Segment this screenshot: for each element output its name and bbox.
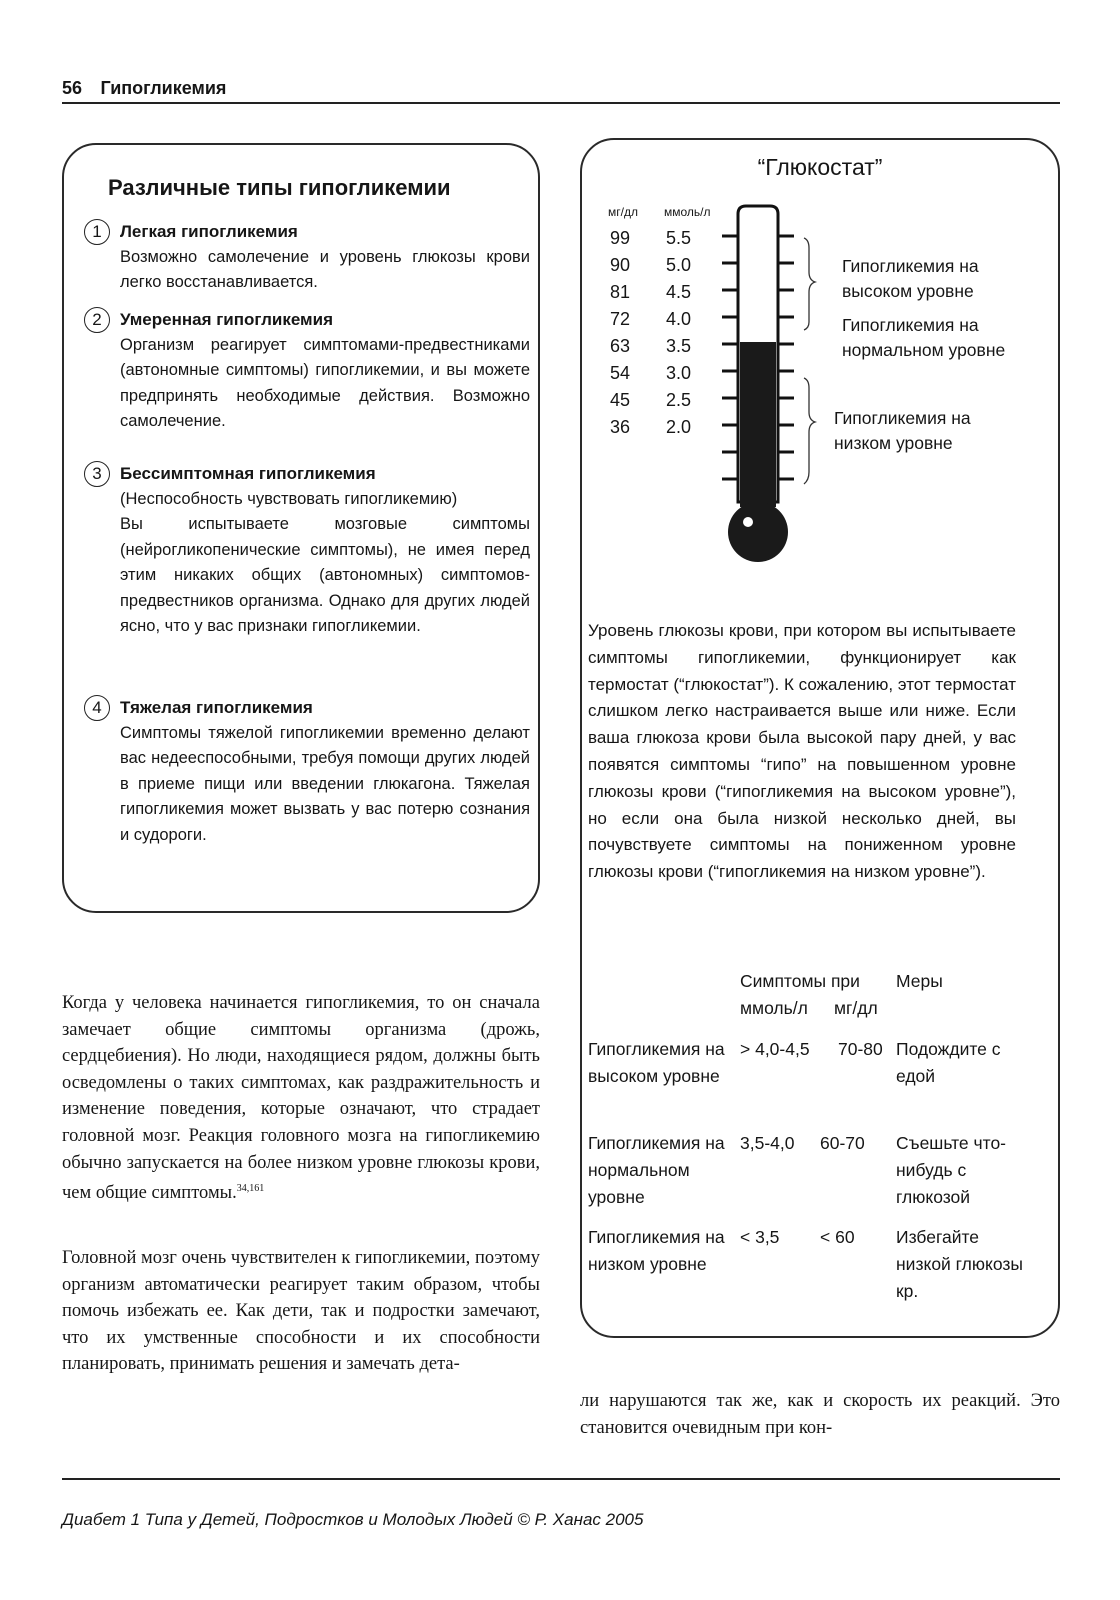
running-title: Гипогликемия xyxy=(100,78,227,98)
scale-mmol: 5.5 xyxy=(666,228,692,248)
scale-mmol: 3.0 xyxy=(666,363,692,383)
scale-mg: 45 xyxy=(610,390,631,410)
table-row-mmol: 3,5-4,0 xyxy=(740,1133,795,1153)
label-normal: Гипогликемия на нормальном уровне xyxy=(842,315,1006,360)
type-text: Организм реагирует симптомами-предвестниками (автономные симптомы) гипогликемии, и вы можете предпринять необходимые действия. Возможно самолечение. xyxy=(120,335,530,430)
body-paragraph-2: Головной мозг очень чувствителен к гипогликемии, поэтому организм автоматически реагирует таким образом, чтобы помочь избежать ее. Как дети, так и подростки замечают, что их умственные способности и их способности планировать, принимать решения и замечать дета- xyxy=(62,1247,540,1375)
table-row-measure: Съешьте что-нибудь с глюкозой xyxy=(896,1133,1007,1207)
type-item-moderate xyxy=(84,307,530,435)
table-row-mmol: > 4,0-4,5 xyxy=(740,1039,810,1059)
page-number: 56 xyxy=(62,78,83,98)
type-text: Симптомы тяжелой гипогликемии временно делают вас недееспособными, требуя помощи других людей в приеме пищи или введении глюкагона. Тяжелая гипогликемия может вызвать у вас потерю сознания и судороги. xyxy=(120,723,530,844)
hypoglycemia-types-box xyxy=(62,143,540,913)
page-header xyxy=(62,78,1060,104)
type-item-unaware xyxy=(84,461,530,640)
footer-rule xyxy=(62,1478,1060,1480)
reference-superscript: 34,161 xyxy=(236,1183,265,1195)
table-row-name: Гипогликемия на нормальном уровне xyxy=(588,1133,725,1207)
type-title: Тяжелая гипогликемия xyxy=(120,698,313,717)
label-low: Гипогликемия на низком уровне xyxy=(834,408,971,453)
table-row-mg: 70-80 xyxy=(838,1039,883,1059)
paragraph-text: Когда у человека начинается гипогликемия, то он сначала замечает общие симптомы организма (дрожь, сердцебиения). Но люди, находящиеся рядом, должны быть осведомлены о таких симптомах, как раздражительность и изменение поведения, которые означают, что страдает головной мозг. Реакция головного мозга на гипогликемию обычно запускается на более низком уровне глюкозы крови, чем общие симптомы. xyxy=(62,993,540,1204)
type-title: Бессимптомная гипогликемия xyxy=(120,464,376,483)
type-item-mild xyxy=(84,219,530,296)
type-title: Умеренная гипогликемия xyxy=(120,310,334,329)
table-row-name: Гипогликемия на высоком уровне xyxy=(588,1039,725,1086)
glucostat-paragraph: Уровень глюкозы крови, при котором вы испытываете симптомы гипогликемии, функционирует как термостат (“глюкостат”). К сожалению, этот термостат слишком легко настраивается выше или ниже. Если ваша глюкоза крови была высокой пару дней, у вас появятся симптомы “гипо” на повышенном уровне глюкозы крови (“гипогликемия на высоком уровне”), но если она была низкой несколько дней, вы почувствуете симптомы на пониженном уровне глюкозы крови (“гипогликемия на низком уровне”). xyxy=(588,621,1016,882)
unit-mmol-label: ммоль/л xyxy=(664,205,711,219)
types-box-title: Различные типы гипогликемии xyxy=(108,175,451,200)
scale-mg: 63 xyxy=(610,336,631,356)
scale-mmol: 5.0 xyxy=(666,255,692,275)
table-header-mmol: ммоль/л xyxy=(740,998,808,1018)
scale-mg: 36 xyxy=(610,417,631,437)
number-2-icon: 2 xyxy=(84,307,110,333)
table-row-mg: 60-70 xyxy=(820,1133,865,1153)
scale-mg: 99 xyxy=(610,228,631,248)
body-column-left xyxy=(62,990,540,1378)
number-4-icon: 4 xyxy=(84,695,110,721)
body-column-right: ли нарушаются так же, как и скорость их реакций. Это становится очевидным при кон- xyxy=(580,1391,1060,1438)
scale-mmol: 2.5 xyxy=(666,390,692,410)
scale-mmol: 3.5 xyxy=(666,336,692,356)
table-header-measures: Меры xyxy=(896,971,943,991)
scale-mg: 72 xyxy=(610,309,631,329)
glucostat-title: “Глюкостат” xyxy=(757,154,883,180)
label-high: Гипогликемия на высоком уровне xyxy=(842,256,979,301)
scale-mmol: 4.5 xyxy=(666,282,692,302)
scale-mmol: 2.0 xyxy=(666,417,692,437)
scale-mg: 81 xyxy=(610,282,631,302)
table-row-measure: Избегайте низкой глюкозы кр. xyxy=(896,1227,1024,1301)
thermometer-icon xyxy=(712,202,822,582)
type-subtitle: (Неспособность чувствовать гипогликемию) xyxy=(120,489,458,508)
number-3-icon: 3 xyxy=(84,461,110,487)
table-row-mg: < 60 xyxy=(820,1227,855,1247)
type-item-severe xyxy=(84,695,530,848)
footer-text: Диабет 1 Типа у Детей, Подростков и Молодых Людей © Р. Ханас 2005 xyxy=(62,1510,644,1529)
scale-mg: 90 xyxy=(610,255,631,275)
table-header-mg: мг/дл xyxy=(834,998,878,1018)
type-title: Легкая гипогликемия xyxy=(120,222,298,241)
number-1-icon: 1 xyxy=(84,219,110,245)
type-text: Вы испытываете мозговые симптомы (нейрогликопенические симптомы), не имея перед этим никаких общих (автономных) симптомов-предвестников организма. Однако для других людей ясно, что у вас признаки гипогликемии. xyxy=(120,515,530,635)
body-paragraph-1 xyxy=(62,990,540,1207)
table-header-symptoms: Симптомы при xyxy=(740,971,860,991)
scale-mmol: 4.0 xyxy=(666,309,692,329)
table-row-measure: Подождите с едой xyxy=(896,1039,1001,1086)
table-row-name: Гипогликемия на низком уровне xyxy=(588,1227,725,1274)
unit-mg-label: мг/дл xyxy=(608,205,638,219)
type-text: Возможно самолечение и уровень глюкозы крови легко восстанавливается. xyxy=(120,247,530,291)
scale-mg: 54 xyxy=(610,363,631,383)
table-row-mmol: < 3,5 xyxy=(740,1227,780,1247)
glucostat-box xyxy=(580,138,1060,1338)
